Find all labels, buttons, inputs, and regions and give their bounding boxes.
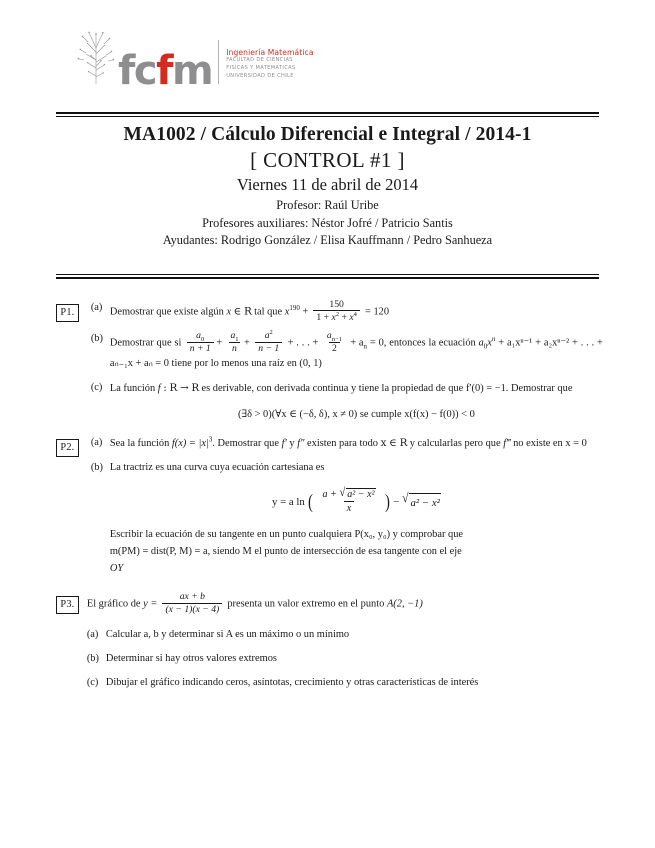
problem-p2 [56, 435, 603, 577]
p2a-function: f(x) = |x| [171, 438, 209, 450]
p1b-dots: + . . . + [287, 338, 319, 350]
item-marker: (a) [90, 302, 103, 313]
problem-label-p1: P1. [56, 304, 79, 322]
p1c-function-symbol: f [157, 382, 161, 394]
p1c-arrow: : R → R [163, 381, 199, 394]
wordmark-f-accent: f [156, 48, 173, 95]
p1a-exponent: 190 [289, 304, 300, 313]
item-body [110, 300, 603, 324]
p1a-equals: = 120 [364, 306, 390, 318]
p1a-lead: Demostrar que existe algún [109, 306, 224, 318]
p2b-lead: La tractriz es una curva cuya ecuación cartesiana es [109, 462, 325, 474]
logo-subtitle-line-1: Ingeniería Matemática [226, 48, 314, 58]
sqrt-icon: √ a² − x² [339, 485, 375, 501]
p2a-domain: x ∈ R [380, 437, 408, 450]
p2a-line2-a: pero que [464, 438, 501, 450]
p2b-after-line-2: m(PM) = dist(P, M) = a, siendo M el punto de intersección de esa tangente con el eje [109, 545, 462, 557]
p1c-display-equation: (∃δ > 0)(∀x ∈ (−δ, δ), x ≠ 0) se cumple x(f(x) − f(0)) < 0 [238, 408, 475, 420]
problem-p2-item-b [91, 460, 603, 577]
p1a-fraction [313, 299, 359, 323]
item-body: Demostrar que si $\frac{a_0}{n + 1}$ + $\frac{a_1}{n}$ + $\frac{a^2}{n - 1}$ + . . . + $\frac{a_{n-1}}{2}$ + $a_n = 0$, entonces la ecuación $a_0x^n + a_1x^{n-1} + a_2x^{n-2}$ + . . . + aₙ₋₁x + aₙ = 0 tiene por lo menos una raíz en (0, 1) [109, 328, 603, 369]
item-marker: (a) [86, 628, 99, 640]
fraction-denominator: x [344, 501, 354, 514]
p2a-line2-c: x = 0 [565, 438, 587, 450]
logo-subtitle-line-3: FISICAS Y MATEMATICAS [226, 65, 296, 72]
logo-divider [218, 40, 219, 84]
problem-p1-item-b [90, 328, 603, 372]
logo-subtitle-line-2: FACULTAD DE CIENCIAS [226, 57, 293, 64]
p2a-text-5: y calcularlas [409, 438, 462, 450]
problem-p1-item-c [91, 380, 603, 432]
problem-label-p3: P3. [56, 596, 79, 614]
p1c-text-3: f′(0) = −1. Demostrar que [465, 382, 573, 394]
p1a-belongs: ∈ [233, 306, 242, 318]
aux-professors-line: Profesores auxiliares: Néstor Jofré / Patricio Santis [202, 215, 453, 230]
p2a-derivative-2: f″ [297, 438, 305, 450]
item-body: Determinar si hay otros valores extremos [105, 652, 277, 664]
header-bottom-rule [56, 274, 599, 279]
item-marker: (b) [86, 652, 99, 664]
p1b-fraction-4: $\frac{a_{n-1}}{2}$ [326, 330, 342, 355]
fraction-numerator: ax + b [179, 590, 205, 602]
p1b-fraction-2: $\frac{a_1}{n}$ [230, 330, 239, 355]
item-body: Dibujar el gráfico indicando ceros, asíntotas, crecimiento y otras características de interés [105, 676, 479, 688]
problem-p3-item-c [87, 675, 603, 692]
fcfm-tree-emblem-icon [74, 30, 116, 86]
p2a-derivative-3: f‴ [503, 438, 511, 450]
problem-p3-stem [87, 592, 603, 616]
problem-p1-item-a [91, 300, 603, 324]
p1b-tail-1: + a [350, 338, 364, 350]
equation-minus: − [393, 495, 400, 508]
p2b-after-line-3: OY [109, 562, 124, 574]
p1a-base: x [284, 306, 290, 318]
fraction-numerator: a + √ a² − x² [322, 485, 375, 501]
page-title: MA1002 / Cálculo Diferencial e Integral / 2014-1 [123, 124, 532, 145]
p1a-set: R [243, 305, 252, 318]
wordmark-fc: fc [118, 48, 157, 95]
item-body [110, 380, 603, 432]
p2b-after-line-1: Escribir la ecuación de su tangente en un punto cualquiera P(x₀, y₀) y comprobar que [109, 528, 464, 540]
fcfm-wordmark [118, 48, 213, 95]
assistants-line: Ayudantes: Rodrigo González / Elisa Kauffmann / Pedro Sanhueza [162, 233, 493, 248]
problem-p3-item-b [87, 651, 603, 668]
item-marker: (c) [90, 381, 103, 393]
p2b-tractrix-equation: y = a ln ( a + √ a² − x² x ) − √ a² − x² [271, 485, 440, 514]
p1a-var: x [226, 306, 232, 318]
p1b-fraction-3: $\frac{a^2}{n - 1}$ [255, 330, 282, 354]
professor-line: Profesor: Raúl Uribe [276, 198, 379, 213]
problem-p3 [56, 592, 603, 691]
exam-date: Viernes 11 de abril de 2014 [236, 175, 419, 195]
p1a-plus: + [302, 306, 309, 318]
p2a-text-2: . Demostrar que [212, 438, 279, 450]
p1b-fraction-1: $\frac{a_0}{n + 1}$ [187, 330, 214, 354]
p1c-text-2: es derivable, con derivada continua y tiene la propiedad de que [201, 382, 464, 394]
item-marker: (b) [90, 462, 103, 474]
p1b-lead: Demostrar que si [109, 338, 182, 350]
problem-p3-item-a [87, 627, 603, 644]
sqrt-icon: √ a² − x² [402, 493, 441, 512]
item-body [110, 460, 603, 577]
equation-lhs: y = a ln [271, 495, 305, 508]
p1a-cond: tal que [254, 306, 283, 318]
wordmark-m: m [172, 48, 213, 95]
p3-stem-pre: El gráfico de [86, 599, 141, 611]
problem-p2-item-a [91, 435, 603, 453]
p2a-lead: Sea la función [109, 438, 170, 450]
fcfm-logo [74, 28, 314, 95]
item-body: Sea la función $f(x) = |x|^3$. Demostrar que f′ y f″ existen para todo x ∈ R y calcularlas pero que f‴ no existe en x = 0 [109, 435, 587, 450]
p1b-tail-2: = 0, entonces la ecuación [369, 338, 476, 350]
p3-fraction [162, 591, 222, 615]
p3-stem-post: presenta un valor extremo en el punto [227, 599, 385, 611]
header-top-rule [56, 112, 599, 117]
item-marker: (b) [90, 333, 103, 345]
control-title: [ CONTROL #1 ] [250, 148, 405, 172]
p3-extreme-point: A(2, −1) [386, 599, 423, 611]
item-body: Calcular a, b y determinar si A es un máximo o un mínimo [105, 628, 350, 640]
p1b-line-2: a₁xⁿ⁻¹ + a₂xⁿ⁻² + . . . + aₙ₋₁x + aₙ = 0 tiene por lo menos una raíz en (0, 1) [109, 338, 603, 369]
p3-stem-y: y = [143, 599, 158, 611]
p2a-line2-b: no existe en [513, 438, 563, 450]
p1c-lead: La función [109, 382, 156, 394]
fraction-numerator: 150 [329, 298, 344, 310]
problem-p1 [56, 300, 603, 431]
problem-list [56, 300, 603, 691]
logo-subtitle-line-4: UNIVERSIDAD DE CHILE [226, 73, 294, 80]
item-marker: (a) [90, 437, 103, 449]
p2a-derivative-1: f′ [281, 438, 287, 450]
fraction-denominator: (x − 1)(x − 4) [162, 603, 222, 616]
problem-label-p2: P2. [56, 439, 79, 457]
equation-fraction [320, 485, 379, 515]
item-marker: (c) [86, 676, 99, 688]
exam-header [56, 123, 599, 250]
fraction-denominator: $1 + x^2 + x^4$ [313, 310, 359, 323]
p2a-text-3: existen para todo [307, 438, 378, 450]
logo-subtitle [226, 48, 313, 86]
